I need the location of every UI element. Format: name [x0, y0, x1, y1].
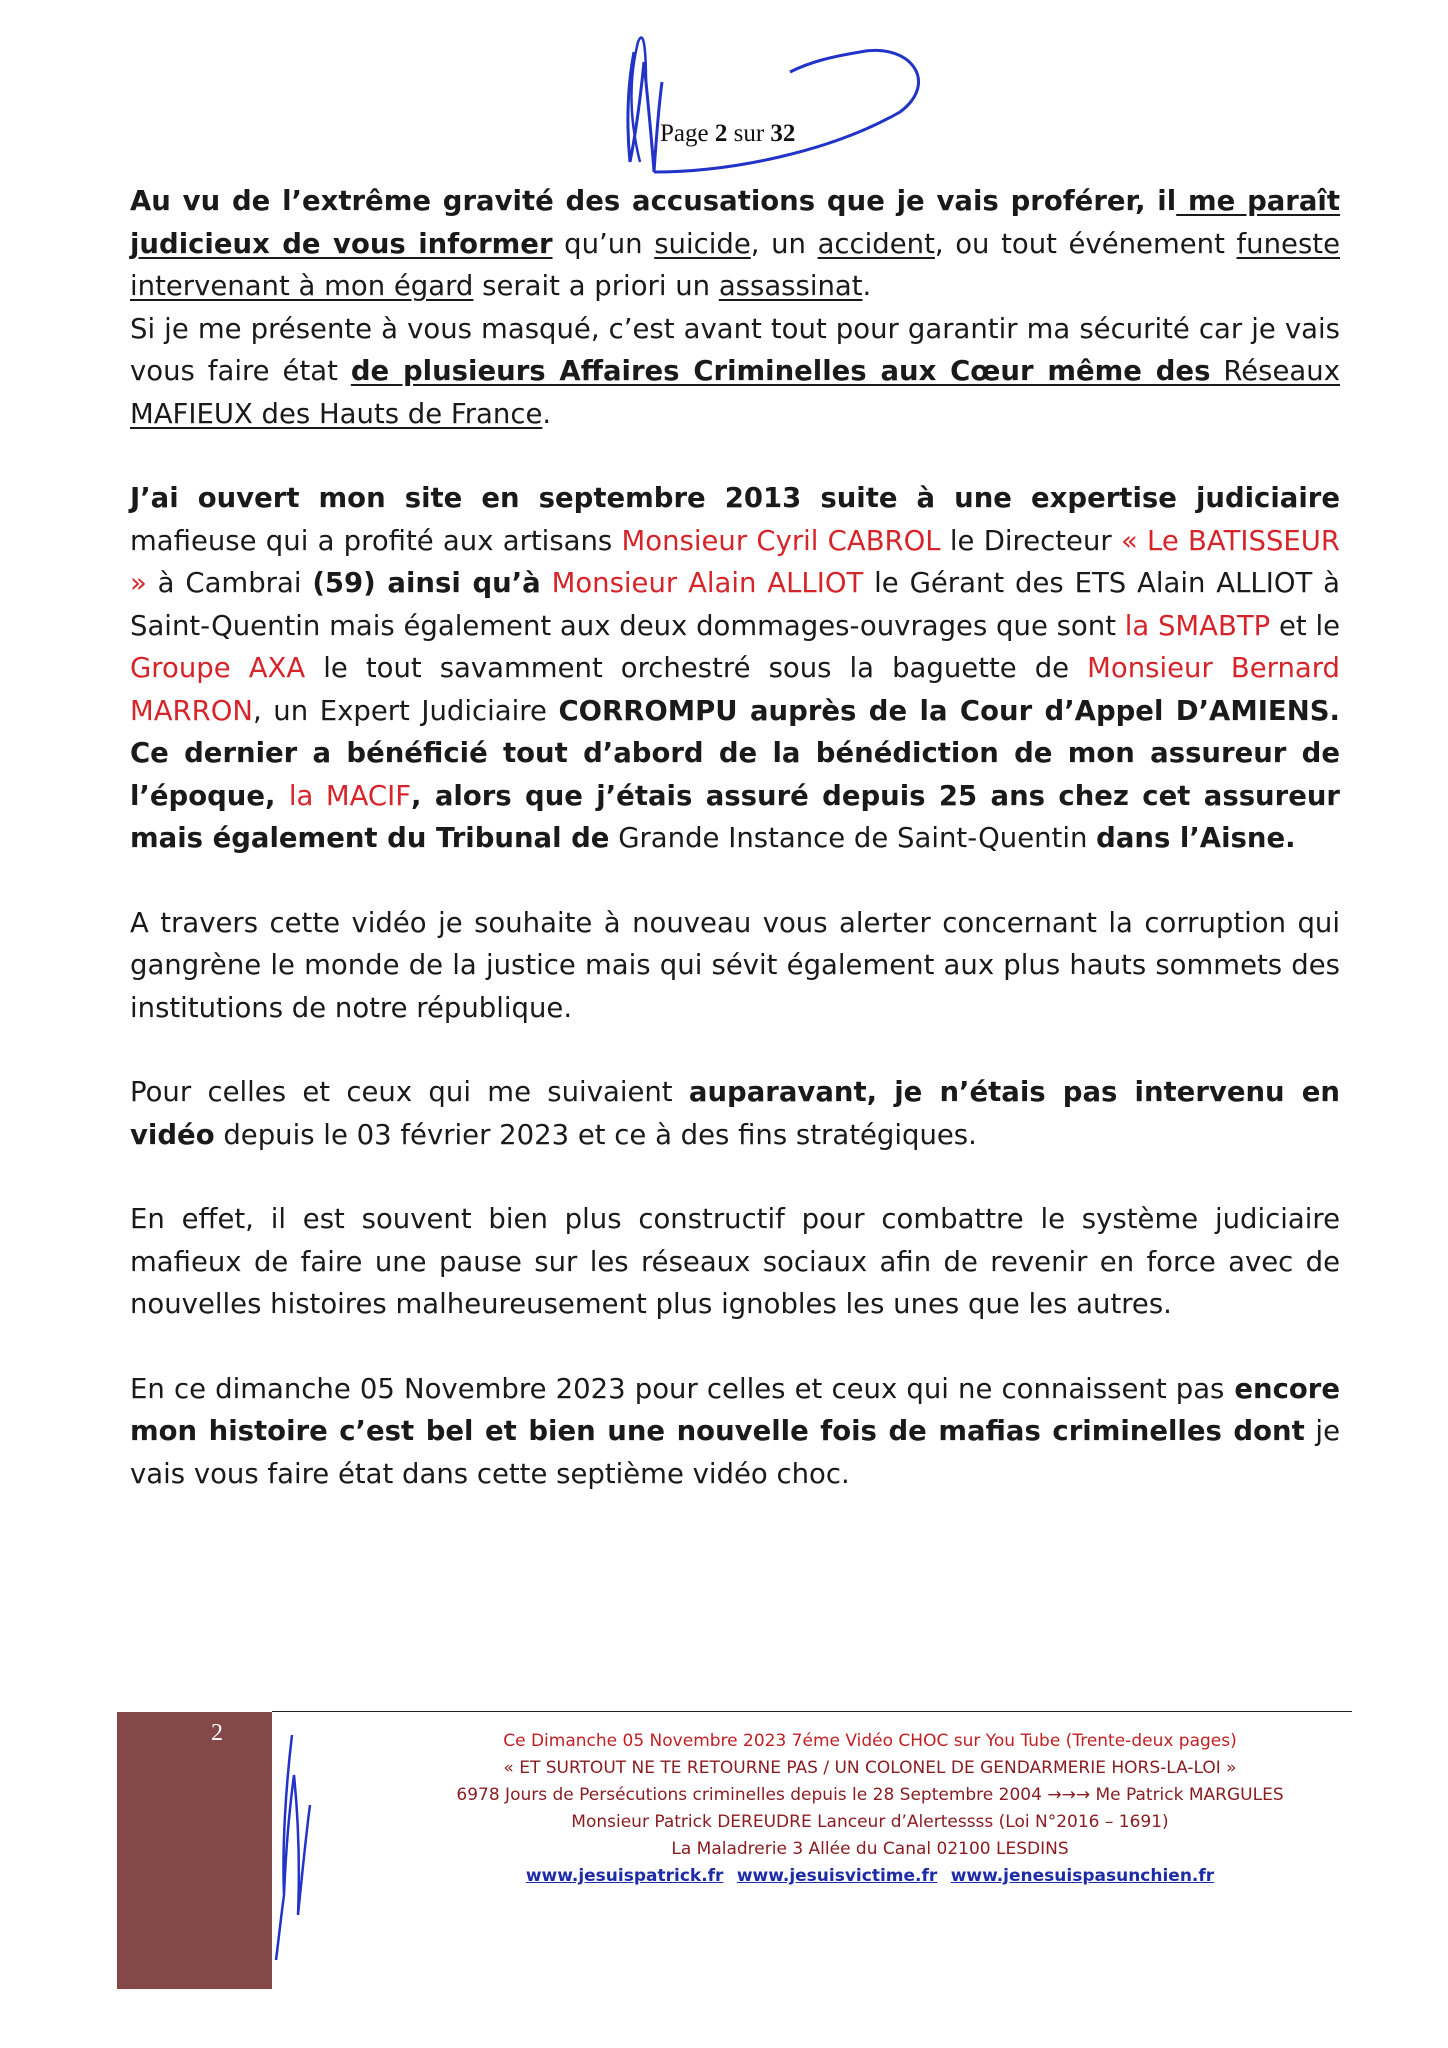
- paragraph-5: En effet, il est souvent bien plus constructif pour combattre le système judiciaire mafieux de faire une pause sur les réseaux sociaux afin de revenir en force avec de nouvelles histoires malheureusement plus ignobles les unes que les autres.: [130, 1203, 1340, 1320]
- text-run: funeste intervenant à mon égard: [130, 227, 1340, 302]
- text-run: la MACIF: [288, 779, 412, 812]
- paragraph-1: [130, 180, 1340, 308]
- text-run: Monsieur Bernard MARRON: [130, 652, 1340, 727]
- text-run: de plusieurs Affaires Criminelles aux Cœur même des: [350, 355, 1211, 387]
- footer-line-2: « ET SURTOUT NE TE RETOURNE PAS / UN COLONEL DE GENDARMERIE HORS-LA-LOI »: [503, 1758, 1237, 1778]
- paragraph-2: [130, 477, 1340, 860]
- text-run: Au vu de l’extrême gravité des accusations que je vais proférer, il: [130, 185, 1177, 217]
- text-run: je vais vous faire état dans cette septième vidéo choc.: [130, 1415, 1340, 1490]
- text-run: depuis le 03 février 2023 et ce à des fins stratégiques.: [214, 1118, 977, 1151]
- text-run: .: [542, 397, 552, 430]
- text-run: la SMABTP: [1124, 609, 1271, 642]
- paragraph-6: [130, 1368, 1340, 1496]
- footer-page-number: 2: [211, 1720, 223, 1746]
- text-run: suicide: [654, 227, 751, 260]
- text-run: dans l’Aisne.: [1096, 822, 1296, 854]
- footer-links: [390, 1863, 1350, 1890]
- footer-line-4: Monsieur Patrick DEREUDRE Lanceur d’Alertessss (Loi N°2016 – 1691): [571, 1812, 1169, 1832]
- text-run: Groupe AXA: [130, 652, 306, 684]
- page-num: 2: [714, 120, 728, 147]
- text-run: « Le BATISSEUR »: [130, 524, 1341, 599]
- text-run: assassinat: [718, 270, 863, 302]
- text-run: encore mon histoire c’est bel et bien une nouvelle fois de mafias criminelles dont: [130, 1372, 1340, 1447]
- page-sep: sur: [733, 120, 765, 147]
- text-run: Si je me présente à vous masqué, c’est avant tout pour garantir ma sécurité car je vais vous faire état: [130, 312, 1340, 387]
- text-run: à Cambrai: [146, 567, 313, 599]
- text-run: le tout savamment orchestré sous la baguette de: [305, 652, 1088, 684]
- text-run: serait a priori un: [473, 270, 719, 302]
- text-run: me paraît judicieux de vous informer: [130, 185, 1341, 260]
- text-run: , alors que j’étais assuré depuis 25 ans chez cet assureur mais également du Tribunal de: [130, 779, 1340, 854]
- footer-line-3: 6978 Jours de Persécutions criminelles depuis le 28 Septembre 2004 →→→ Me Patrick MARGULES: [456, 1785, 1284, 1805]
- text-run: (59) ainsi qu’à: [312, 567, 541, 599]
- text-run: , ou tout événement: [934, 227, 1237, 260]
- footer-info: [390, 1728, 1350, 1890]
- letter-body: [130, 180, 1340, 1537]
- page-prefix: Page: [660, 120, 709, 147]
- text-run: J’ai ouvert mon site en septembre 2013 suite à une expertise judiciaire: [130, 482, 1340, 514]
- link-jesuisvictime[interactable]: www.jesuisvictime.fr: [736, 1866, 938, 1886]
- text-run: le Directeur: [940, 524, 1121, 557]
- footer-divider: [272, 1711, 1352, 1712]
- initials-signature-top: [610, 22, 940, 192]
- text-run: CORROMPU auprès de la Cour d’Appel D’AMIENS. Ce dernier a bénéficié tout d’abord de la bénédiction de mon assureur de l’époque,: [130, 694, 1340, 812]
- paragraph-3: A travers cette vidéo je souhaite à nouveau vous alerter concernant la corruption qui gangrène le monde de la justice mais qui sévit également aux plus hauts sommets des institutions de notre république.: [130, 906, 1340, 1024]
- text-run: accident: [817, 227, 935, 260]
- text-run: , un Expert Judiciaire: [252, 694, 559, 727]
- text-run: Monsieur Alain ALLIOT: [551, 567, 864, 599]
- text-run: .: [862, 270, 872, 302]
- text-run: et le: [1270, 609, 1340, 642]
- paragraph-1b: [130, 308, 1340, 436]
- link-jesuispatrick[interactable]: www.jesuispatrick.fr: [525, 1866, 724, 1886]
- text-run: Réseaux MAFIEUX des Hauts de France: [130, 355, 1340, 430]
- text-run: , un: [750, 227, 818, 260]
- text-run: mafieuse qui a profité aux artisans: [130, 524, 622, 557]
- text-run: Monsieur Cyril CABROL: [621, 524, 941, 557]
- text-run: auparavant, je n’étais pas intervenu en vidéo: [130, 1076, 1340, 1151]
- paragraph-4: [130, 1071, 1340, 1156]
- text-run: Grande Instance de Saint-Quentin: [609, 822, 1097, 854]
- text-run: le Gérant des ETS Alain ALLIOT à Saint-Quentin mais également aux deux dommages-ouvrages que sont: [130, 567, 1340, 642]
- footer-page-block: [117, 1712, 272, 1989]
- initials-signature-footer: [262, 1725, 322, 1965]
- footer-line-5: La Maladrerie 3 Allée du Canal 02100 LESDINS: [671, 1839, 1069, 1859]
- footer-line-1: Ce Dimanche 05 Novembre 2023 7éme Vidéo CHOC sur You Tube (Trente-deux pages): [503, 1731, 1237, 1751]
- text-run: Pour celles et ceux qui me suivaient: [130, 1076, 689, 1108]
- text-run: qu’un: [552, 227, 655, 260]
- link-jenesuispasunchien[interactable]: www.jenesuispasunchien.fr: [950, 1866, 1215, 1886]
- text-run: En ce dimanche 05 Novembre 2023 pour celles et ceux qui ne connaissent pas: [130, 1372, 1225, 1405]
- page-total: 32: [770, 120, 796, 147]
